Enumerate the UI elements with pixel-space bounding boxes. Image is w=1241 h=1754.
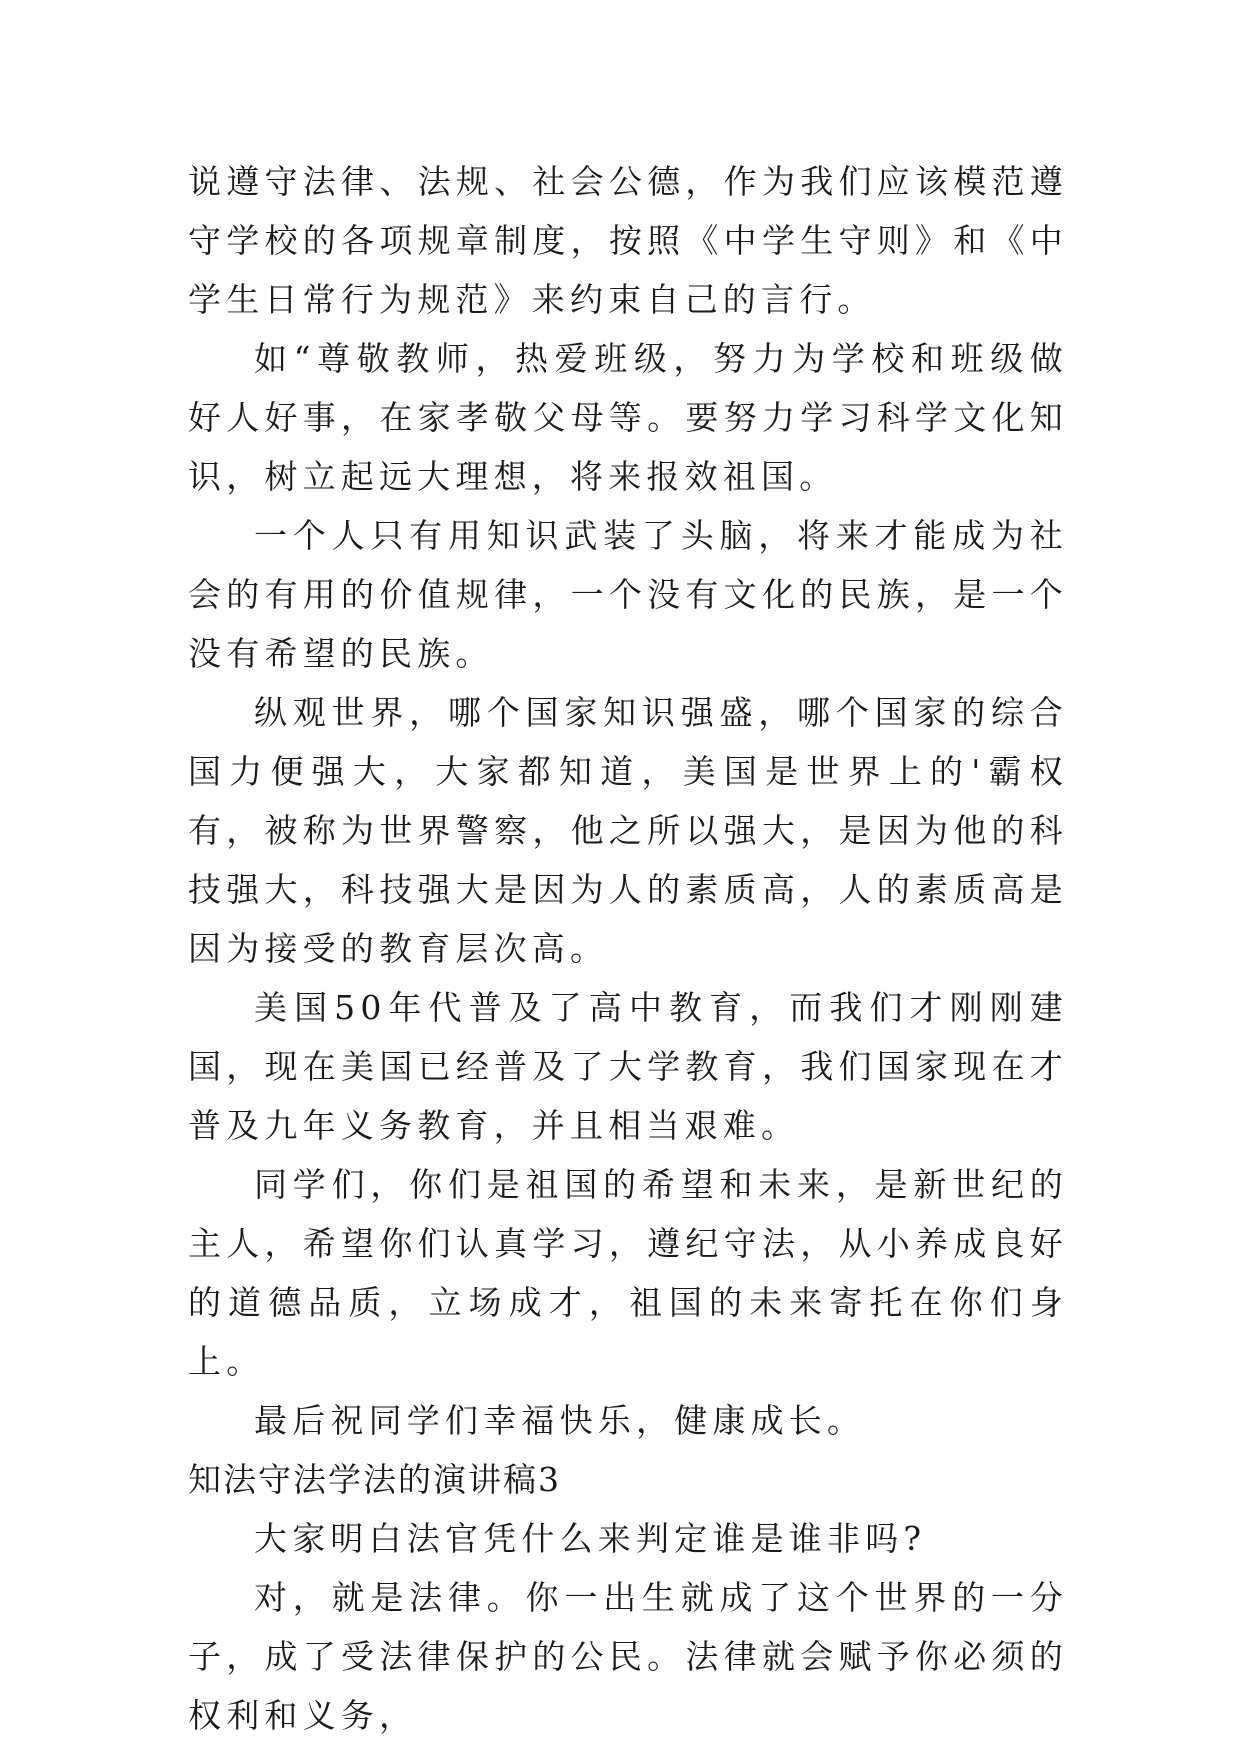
paragraph-2: 如“尊敬教师，热爱班级，努力为学校和班级做好人好事，在家孝敬父母等。要努力学习科学文化知识，树立起远大理想，将来报效祖国。 — [188, 339, 1068, 496]
paragraph-3: 一个人只有用知识武装了头脑，将来才能成为社会的有用的价值规律，一个没有文化的民族，是一个没有希望的民族。 — [188, 516, 1068, 673]
paragraph-9: 对，就是法律。你一出生就成了这个世界的一分子，成了受法律保护的公民。法律就会赋予你必须的权利和义务， — [188, 1578, 1068, 1735]
paragraph-4: 纵观世界，哪个国家知识强盛，哪个国家的综合国力便强大，大家都知道，美国是世界上的'霸权有，被称为世界警察，他之所以强大，是因为他的科技强大，科技强大是因为人的素质高，人的素质高是因为接受的教育层次高。 — [188, 693, 1068, 968]
paragraph-1: 说遵守法律、法规、社会公德，作为我们应该模范遵守学校的各项规章制度，按照《中学生守则》和《中学生日常行为规范》来约束自己的言行。 — [188, 162, 1068, 319]
paragraph-8: 大家明白法官凭什么来判定谁是谁非吗? — [254, 1519, 927, 1558]
document-body — [188, 152, 1068, 1745]
paragraph-5: 美国50年代普及了高中教育，而我们才刚刚建国，现在美国已经普及了大学教育，我们国家现在才普及九年义务教育，并且相当艰难。 — [188, 988, 1068, 1145]
section-heading: 知法守法学法的演讲稿3 — [188, 1460, 561, 1499]
paragraph-7: 最后祝同学们幸福快乐，健康成长。 — [254, 1401, 866, 1440]
paragraph-6: 同学们，你们是祖国的希望和未来，是新世纪的主人，希望你们认真学习，遵纪守法，从小养成良好的道德品质，立场成才，祖国的未来寄托在你们身上。 — [188, 1165, 1068, 1381]
